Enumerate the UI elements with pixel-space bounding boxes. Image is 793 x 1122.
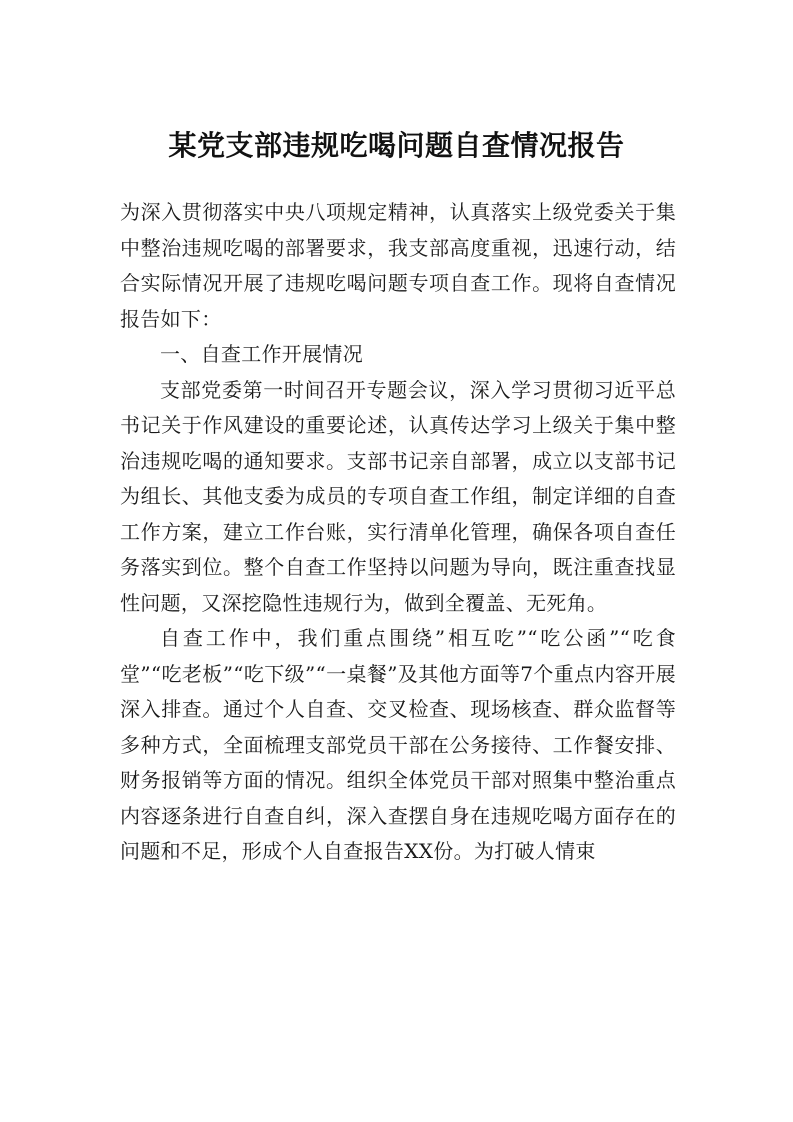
document-title: 某党支部违规吃喝问题自查情况报告 bbox=[168, 129, 625, 162]
body-paragraph: 支部党委第一时间召开专题会议，深入学习贯彻习近平总书记关于作风建设的重要论述，认真传达学习上级关于集中整治违规吃喝的通知要求。支部书记亲自部署，成立以支部书记为组长、其他支委为成员的专项自查工作组，制定详细的自查工作方案，建立工作台账，实行清单化管理，确保各项自查任务落实到位。整个自查工作坚持以问题为导向，既注重查找显性问题，又深挖隐性违规行为，做到全覆盖、无死角。 bbox=[120, 377, 676, 615]
intro-paragraph: 为深入贯彻落实中央八项规定精神，认真落实上级党委关于集中整治违规吃喝的部署要求，我支部高度重视，迅速行动，结合实际情况开展了违规吃喝问题专项自查工作。现将自查情况报告如下： bbox=[120, 200, 676, 331]
body-paragraph: 自查工作中，我们重点围绕”相互吃”“吃公函”“吃食堂”“吃老板”“吃下级”“一桌餐”及其他方面等7个重点内容开展深入排查。通过个人自查、交叉检查、现场核查、群众监督等多种方式，全面梳理支部党员干部在公务接待、工作餐安排、财务报销等方面的情况。组织全体党员干部对照集中整治重点内容逐条进行自查自纠，深入查摆自身在违规吃喝方面存在的问题和不足，形成个人自查报告XX份。为打破人情束 bbox=[120, 626, 676, 863]
document-body bbox=[120, 195, 676, 870]
section-heading: 一、自查工作开展情况 bbox=[160, 342, 363, 366]
